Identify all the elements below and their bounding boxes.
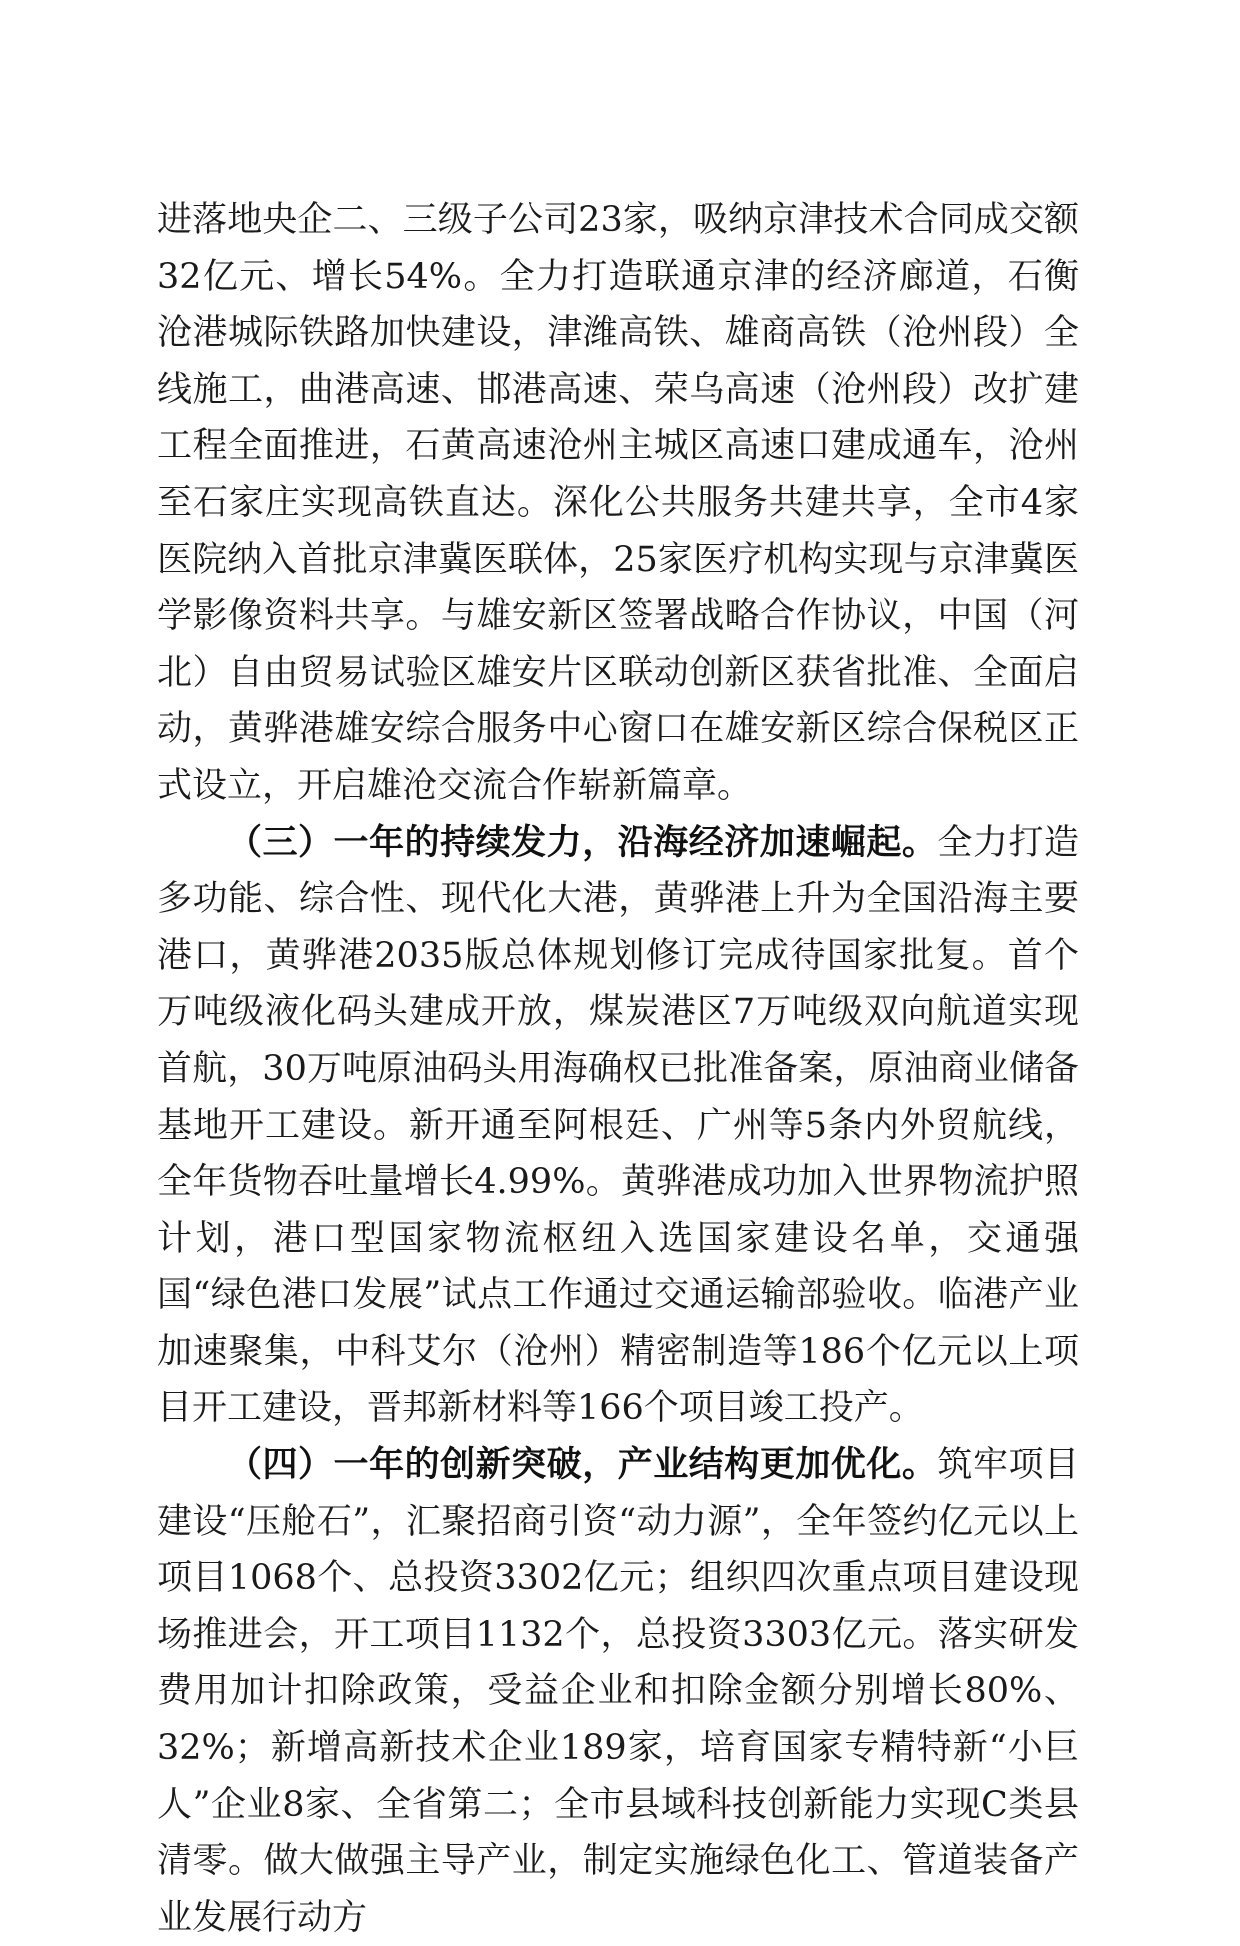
section-heading-3: （三）一年的持续发力，沿海经济加速崛起。 [227,821,938,863]
paragraph-1-body: 进落地央企二、三级子公司23家，吸纳京津技术合同成交额32亿元、增长54%。全力打造联通京津的经济廊道，石衡沧港城际铁路加快建设，津潍高铁、雄商高铁（沧州段）全线施工，曲港高速、邯港高速、荣乌高速（沧州段）改扩建工程全面推进，石黄高速沧州主城区高速口建成通车，沧州至石家庄实现高铁直达。深化公共服务共建共享，全市4家医院纳入首批京津冀医联体，25家医疗机构实现与京津冀医学影像资料共享。与雄安新区签署战略合作协议，中国（河北）自由贸易试验区雄安片区联动创新区获省批准、全面启动，黄骅港雄安综合服务中心窗口在雄安新区综合保税区正式设立，开启雄沧交流合作崭新篇章。 [157,200,1079,806]
paragraph-2 [157,815,1079,1438]
paragraph-1 [157,192,1079,815]
section-heading-4: （四）一年的创新突破，产业结构更加优化。 [227,1444,938,1486]
paragraph-2-body: 全力打造多功能、综合性、现代化大港，黄骅港上升为全国沿海主要港口，黄骅港2035版总体规划修订完成待国家批复。首个万吨级液化码头建成开放，煤炭港区7万吨级双向航道实现首航，30万吨原油码头用海确权已批准备案，原油商业储备基地开工建设。新开通至阿根廷、广州等5条内外贸航线，全年货物吞吐量增长4.99%。黄骅港成功加入世界物流护照计划，港口型国家物流枢纽入选国家建设名单，交通强国“绿色港口发展”试点工作通过交通运输部验收。临港产业加速聚集，中科艾尔（沧州）精密制造等186个亿元以上项目开工建设，晋邦新材料等166个项目竣工投产。 [157,822,1079,1429]
paragraph-3-body: 筑牢项目建设“压舱石”，汇聚招商引资“动力源”，全年签约亿元以上项目1068个、总投资3302亿元；组织四次重点项目建设现场推进会，开工项目1132个，总投资3303亿元。落实研发费用加计扣除政策，受益企业和扣除金额分别增长80%、32%；新增高新技术企业189家，培育国家专精特新“小巨人”企业8家、全省第二；全市县域科技创新能力实现C类县清零。做大做强主导产业，制定实施绿色化工、管道装备产业发展行动方 [157,1445,1079,1938]
paragraph-3 [157,1437,1079,1946]
document-body [157,192,1079,1946]
